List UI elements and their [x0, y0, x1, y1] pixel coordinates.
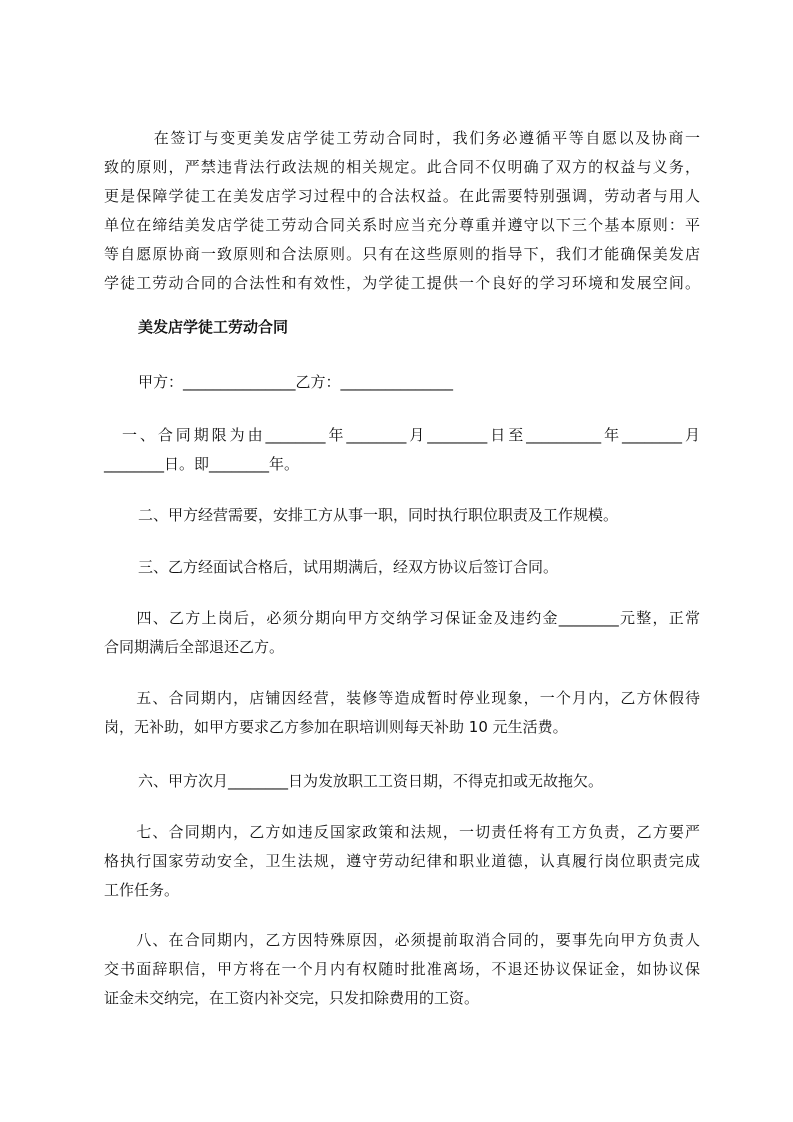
clause-line: 七、合同期内，乙方如违反国家政策和法规，一切责任将有工方负责，乙方要严: [104, 823, 700, 841]
clause-3: 三、乙方经面试合格后，试用期满后，经双方协议后签订合同。: [138, 558, 559, 576]
intro-paragraph: [104, 124, 700, 298]
intro-line: 致的原则，严禁违背法行政法规的相关规定。此合同不仅明确了双方的权益与义务，: [104, 158, 700, 176]
intro-line: 更是保障学徒工在美发店学习过程中的合法权益。在此需要特别强调，劳动者与用人: [104, 187, 700, 205]
clause-line: 一、合同期限为由________年________月________日至__________年________月: [104, 426, 700, 444]
intro-line: 在签订与变更美发店学徒工劳动合同时，我们务必遵循平等自愿以及协商一: [104, 129, 700, 147]
contract-title: 美发店学徒工劳动合同: [138, 318, 289, 336]
intro-line: 学徒工劳动合同的合法性和有效性，为学徒工提供一个良好的学习环境和发展空间。: [104, 274, 700, 292]
clause-1: [104, 421, 700, 479]
clause-line: 五、合同期内，店铺因经营，装修等造成暂时停业现象，一个月内，乙方休假待: [104, 689, 700, 707]
clause-line: 合同期满后全部退还乙方。: [104, 638, 285, 656]
clause-line: 八、在合同期内，乙方因特殊原因，必须提前取消合同的，要事先向甲方负责人: [104, 931, 700, 949]
clause-line: ________日。即________年。: [104, 455, 300, 473]
clause-line: 格执行国家劳动安全，卫生法规，遵守劳动纪律和职业道德，认真履行岗位职责完成: [104, 852, 700, 870]
clause-6: 六、甲方次月________日为发放职工工资日期，不得克扣或无故拖欠。: [138, 772, 604, 790]
clause-line: 四、乙方上岗后，必须分期向甲方交纳学习保证金及违约金________元整，正常: [104, 609, 700, 627]
clause-5: [104, 684, 700, 742]
clause-line: 交书面辞职信，甲方将在一个月内有权随时批准离场，不退还协议保证金，如协议保: [104, 960, 700, 978]
clause-4: [104, 604, 700, 662]
clause-line: 工作任务。: [104, 881, 180, 899]
parties-line: 甲方：_______________乙方：_______________: [138, 373, 454, 391]
clause-line: 证金未交纳完，在工资内补交完，只发扣除费用的工资。: [104, 989, 480, 1007]
clause-line: 岗，无补助，如甲方要求乙方参加在职培训则每天补助 10 元生活费。: [104, 718, 568, 736]
clause-2: 二、甲方经营需要，安排工方从事一职，同时执行职位职责及工作规模。: [138, 506, 619, 524]
intro-line: 等自愿原协商一致原则和合法原则。只有在这些原则的指导下，我们才能确保美发店: [104, 245, 700, 263]
intro-line: 单位在缔结美发店学徒工劳动合同关系时应当充分尊重并遵守以下三个基本原则：平: [104, 216, 700, 234]
clause-7: [104, 818, 700, 905]
clause-8: [104, 926, 700, 1013]
